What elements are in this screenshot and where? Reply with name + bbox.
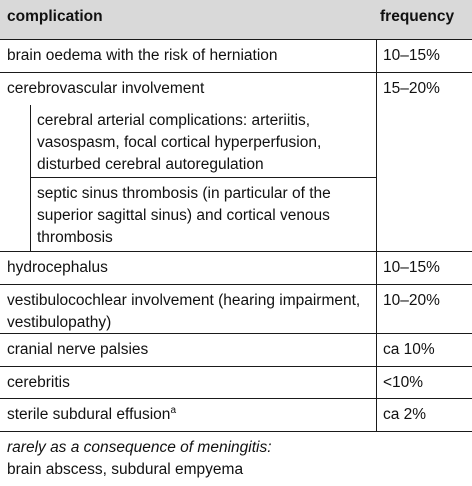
complication-cell: septic sinus thrombosis (in particular of the superior sagittal sinus) and cortical venous thrombosis (37, 185, 331, 246)
table-row (0, 367, 472, 399)
header-frequency: frequency (380, 8, 455, 25)
subgroup-divider (30, 105, 31, 251)
complication-text: sterile subdural effusion (7, 406, 171, 423)
table-row (0, 252, 472, 285)
frequency-cell: 15–20% (383, 80, 440, 97)
table-row (0, 40, 472, 73)
table-row (0, 73, 472, 105)
complication-cell: brain oedema with the risk of herniation (7, 47, 278, 64)
footer-cell (7, 437, 467, 481)
footer-text: brain abscess, subdural empyema (7, 461, 244, 478)
table-subrow (30, 178, 376, 251)
table-header (0, 0, 472, 40)
complication-cell: cerebritis (7, 374, 70, 391)
column-divider (376, 40, 377, 432)
frequency-cell: 10–15% (383, 259, 440, 276)
header-complication: complication (7, 8, 103, 25)
complication-cell (7, 404, 367, 426)
frequency-cell: 10–20% (383, 292, 440, 309)
table-subrow (30, 105, 376, 178)
complication-cell: hydrocephalus (7, 259, 108, 276)
table-row (0, 399, 472, 432)
frequency-cell: 10–15% (383, 47, 440, 64)
table-row (0, 285, 472, 334)
footer-note: rarely as a consequence of meningitis: (7, 439, 272, 456)
footnote-marker: a (170, 404, 176, 416)
frequency-cell: <10% (383, 374, 424, 391)
complication-cell: cranial nerve palsies (7, 341, 149, 358)
complication-cell: vestibulocochlear involvement (hearing impairment, vestibulopathy) (7, 292, 361, 331)
table-footer (0, 432, 472, 486)
table-row (0, 334, 472, 367)
complication-cell: cerebrovascular involvement (7, 80, 205, 97)
frequency-cell: ca 10% (383, 341, 435, 358)
frequency-cell: ca 2% (383, 406, 427, 423)
complication-cell: cerebral arterial complications: arteriitis, vasospasm, focal cortical hyperperfusion, disturbed cerebral autoregulation (37, 112, 322, 173)
